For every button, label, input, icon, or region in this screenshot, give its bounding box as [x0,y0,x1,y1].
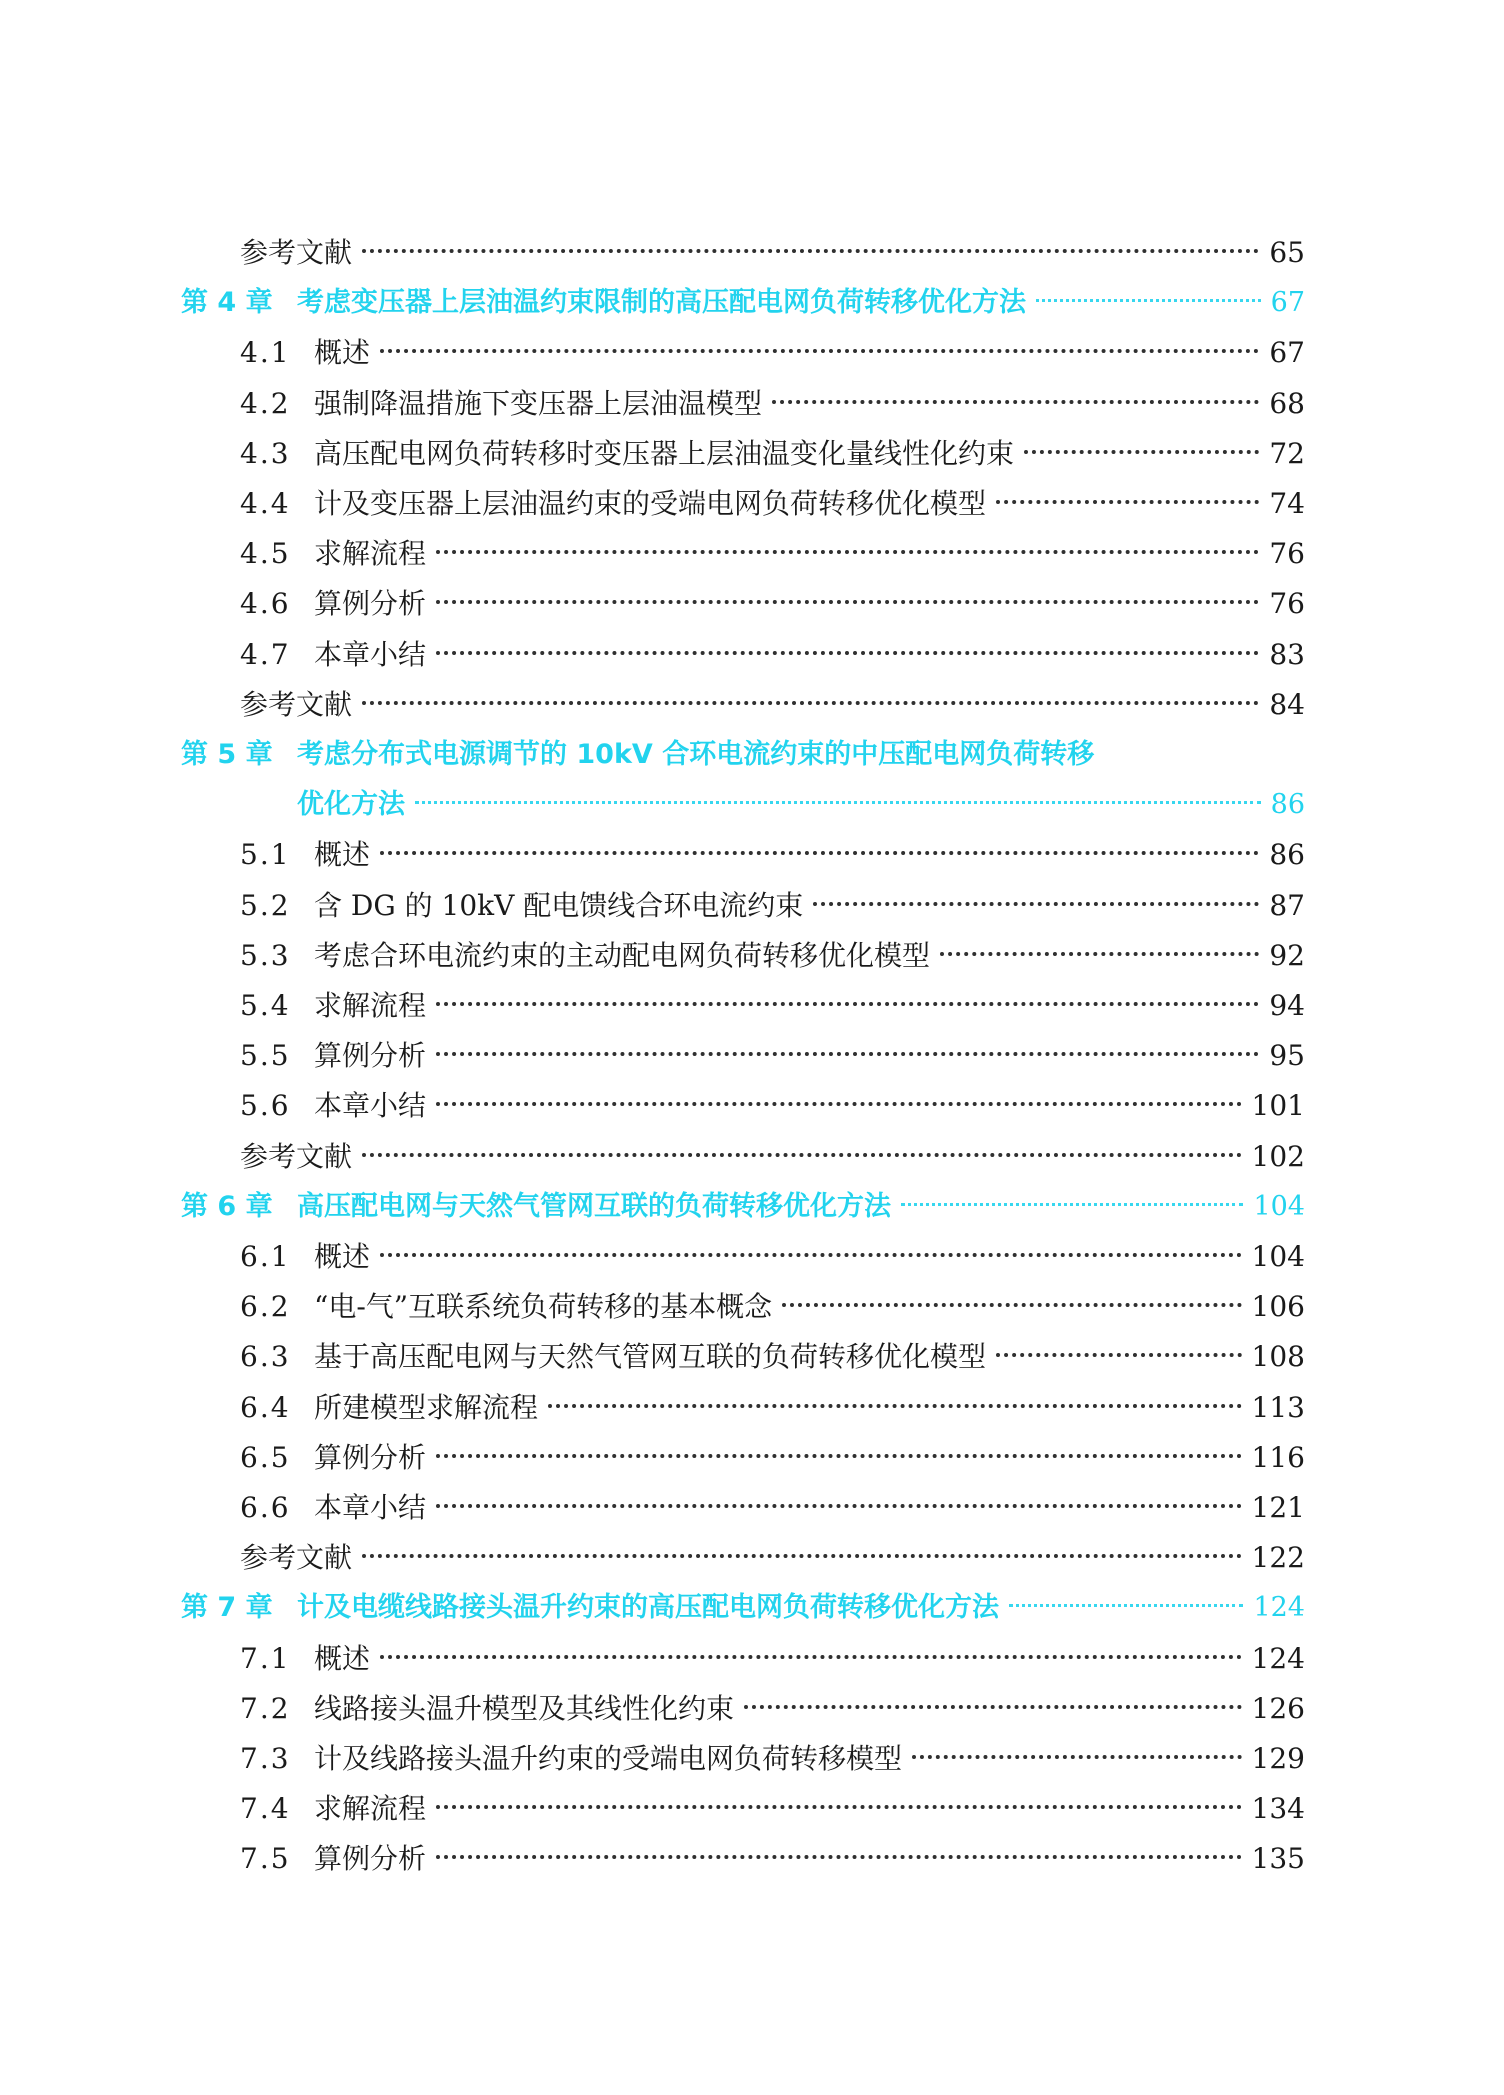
page-number: 121 [1251,1491,1305,1524]
entry-title: 高压配电网负荷转移时变压器上层油温变化量线性化约束 [314,437,1015,470]
dot-leader [996,1353,1242,1357]
dot-leader [436,550,1259,554]
dot-leader [362,249,1259,253]
section-number: 7.1 [240,1642,291,1675]
dot-leader [436,1002,1259,1006]
section-number: 6.4 [240,1391,291,1424]
dot-leader [436,1052,1259,1056]
dot-leader [901,1203,1243,1206]
page-number: 92 [1269,939,1305,972]
toc-section-entry[interactable] [240,934,1305,978]
dot-leader [436,1102,1242,1106]
section-number: 5.5 [240,1039,291,1072]
section-number: 7.3 [240,1742,291,1775]
section-number: 5.2 [240,889,291,922]
entry-title: 考虑合环电流约束的主动配电网负荷转移优化模型 [314,939,931,972]
toc-section-entry[interactable] [240,1034,1305,1078]
toc-section-entry[interactable] [240,1486,1305,1530]
section-number: 6.3 [240,1340,291,1373]
page-number: 124 [1251,1642,1305,1675]
toc-section-entry[interactable] [240,1637,1305,1681]
page-number: 67 [1269,336,1305,369]
page-number: 102 [1251,1140,1305,1173]
entry-title: 参考文献 [240,1541,353,1574]
entry-title: 算例分析 [314,587,427,620]
section-number: 4.6 [240,587,291,620]
toc-chapter-entry[interactable] [181,1185,1305,1229]
dot-leader [415,801,1261,804]
entry-title: 参考文献 [240,236,353,269]
entry-title: “电-气”互联系统负荷转移的基本概念 [314,1290,773,1323]
page-number: 124 [1253,1592,1305,1623]
dot-leader [912,1755,1242,1759]
dot-leader [996,500,1259,504]
section-number: 6.5 [240,1441,291,1474]
toc-section-entry[interactable] [240,532,1305,576]
entry-title: 优化方法 [297,789,405,820]
toc-section-entry[interactable] [240,833,1305,877]
page-number: 83 [1269,638,1305,671]
section-number: 6.2 [240,1290,291,1323]
dot-leader [548,1404,1242,1408]
entry-title: 参考文献 [240,1140,353,1173]
entry-title: 基于高压配电网与天然气管网互联的负荷转移优化模型 [314,1340,987,1373]
page-number: 74 [1269,487,1305,520]
toc-chapter-entry[interactable] [181,1586,1305,1630]
toc-section-entry[interactable] [240,382,1305,426]
page-number: 76 [1269,587,1305,620]
page-number: 72 [1269,437,1305,470]
section-number: 7.4 [240,1792,291,1825]
dot-leader [380,1253,1242,1257]
dot-leader [940,952,1259,956]
page-number: 67 [1270,287,1305,318]
entry-title: 线路接头温升模型及其线性化约束 [314,1692,735,1725]
section-number: 6.6 [240,1491,291,1524]
dot-leader [436,1805,1242,1809]
entry-title: 算例分析 [314,1441,427,1474]
page-number: 106 [1251,1290,1305,1323]
section-number: 4.1 [240,336,291,369]
dot-leader [436,1504,1242,1508]
section-number: 4.3 [240,437,291,470]
dot-leader [362,701,1259,705]
entry-title: 本章小结 [314,1491,427,1524]
page-number: 68 [1269,387,1305,420]
entry-title: 计及线路接头温升约束的受端电网负荷转移模型 [314,1742,903,1775]
toc-references-entry[interactable] [240,1135,1305,1179]
page-number: 129 [1251,1742,1305,1775]
page-number: 116 [1251,1441,1305,1474]
entry-title: 本章小结 [314,638,427,671]
dot-leader [362,1554,1242,1558]
dot-leader [436,1855,1242,1859]
page-number: 135 [1251,1842,1305,1875]
toc-section-entry[interactable] [240,1737,1305,1781]
dot-leader [782,1303,1241,1307]
toc-section-entry[interactable] [240,1687,1305,1731]
toc-chapter-entry-continued[interactable] [297,783,1305,827]
page-number: 86 [1269,838,1305,871]
toc-section-entry[interactable] [240,884,1305,928]
dot-leader [772,400,1259,404]
dot-leader [436,1454,1242,1458]
toc-chapter-entry[interactable] [181,281,1305,325]
section-number: 4.5 [240,537,291,570]
toc-section-entry[interactable] [240,432,1305,476]
entry-title: 考虑分布式电源调节的 10kV 合环电流约束的中压配电网负荷转移 [297,739,1095,770]
toc-section-entry[interactable] [240,1386,1305,1430]
page-number: 86 [1270,789,1305,820]
entry-title: 含 DG 的 10kV 配电馈线合环电流约束 [314,889,804,922]
toc-section-entry[interactable] [240,582,1305,626]
dot-leader [436,651,1259,655]
entry-title: 参考文献 [240,688,353,721]
page-number: 113 [1251,1391,1305,1424]
section-number: 7.5 [240,1842,291,1875]
toc-section-entry[interactable] [240,482,1305,526]
page-number: 101 [1251,1089,1305,1122]
entry-title: 求解流程 [314,537,427,570]
entry-title: 本章小结 [314,1089,427,1122]
section-number: 4.7 [240,638,291,671]
dot-leader [380,1655,1242,1659]
dot-leader [362,1153,1242,1157]
toc-references-entry[interactable] [240,1536,1305,1580]
dot-leader [436,600,1259,604]
toc-references-entry[interactable] [240,683,1305,727]
toc-section-entry[interactable] [240,1335,1305,1379]
section-number: 4.4 [240,487,291,520]
toc-section-entry[interactable] [240,1285,1305,1329]
entry-title: 强制降温措施下变压器上层油温模型 [314,387,763,420]
toc-section-entry[interactable] [240,331,1305,375]
toc-section-entry[interactable] [240,984,1305,1028]
dot-leader [380,349,1259,353]
entry-title: 计及变压器上层油温约束的受端电网负荷转移优化模型 [314,487,987,520]
chapter-number: 第 6 章 [181,1191,273,1222]
page-number: 94 [1269,989,1305,1022]
section-number: 5.4 [240,989,291,1022]
page-number: 65 [1269,236,1305,269]
entry-title: 所建模型求解流程 [314,1391,539,1424]
page-number: 87 [1269,889,1305,922]
toc-references-entry[interactable] [240,231,1305,275]
entry-title: 计及电缆线路接头温升约束的高压配电网负荷转移优化方法 [297,1592,999,1623]
entry-title: 算例分析 [314,1842,427,1875]
section-number: 7.2 [240,1692,291,1725]
page-number: 126 [1251,1692,1305,1725]
section-number: 5.6 [240,1089,291,1122]
toc-section-entry[interactable] [240,1837,1305,1881]
toc-section-entry[interactable] [240,1436,1305,1480]
chapter-number: 第 7 章 [181,1592,273,1623]
page-number: 76 [1269,537,1305,570]
page-number: 84 [1269,688,1305,721]
entry-title: 算例分析 [314,1039,427,1072]
section-number: 5.1 [240,838,291,871]
entry-title: 概述 [314,336,371,369]
page-number: 104 [1253,1191,1305,1222]
entry-title: 概述 [314,1642,371,1675]
entry-title: 高压配电网与天然气管网互联的负荷转移优化方法 [297,1191,891,1222]
page-number: 108 [1251,1340,1305,1373]
section-number: 4.2 [240,387,291,420]
dot-leader [813,902,1259,906]
chapter-number: 第 4 章 [181,287,273,318]
toc-section-entry[interactable] [240,1787,1305,1831]
dot-leader [1009,1604,1243,1607]
page-number: 134 [1251,1792,1305,1825]
entry-title: 考虑变压器上层油温约束限制的高压配电网负荷转移优化方法 [297,287,1026,318]
dot-leader [380,851,1259,855]
dot-leader [1024,450,1259,454]
toc-section-entry[interactable] [240,1084,1305,1128]
chapter-number: 第 5 章 [181,739,273,770]
page-number: 104 [1251,1240,1305,1273]
section-number: 6.1 [240,1240,291,1273]
dot-leader [744,1705,1242,1709]
dot-leader [1036,299,1261,302]
toc-section-entry[interactable] [240,1235,1305,1279]
page-number: 122 [1251,1541,1305,1574]
toc-chapter-entry[interactable] [181,733,1305,777]
toc-section-entry[interactable] [240,633,1305,677]
section-number: 5.3 [240,939,291,972]
page-number: 95 [1269,1039,1305,1072]
entry-title: 概述 [314,1240,371,1273]
entry-title: 求解流程 [314,1792,427,1825]
entry-title: 概述 [314,838,371,871]
entry-title: 求解流程 [314,989,427,1022]
